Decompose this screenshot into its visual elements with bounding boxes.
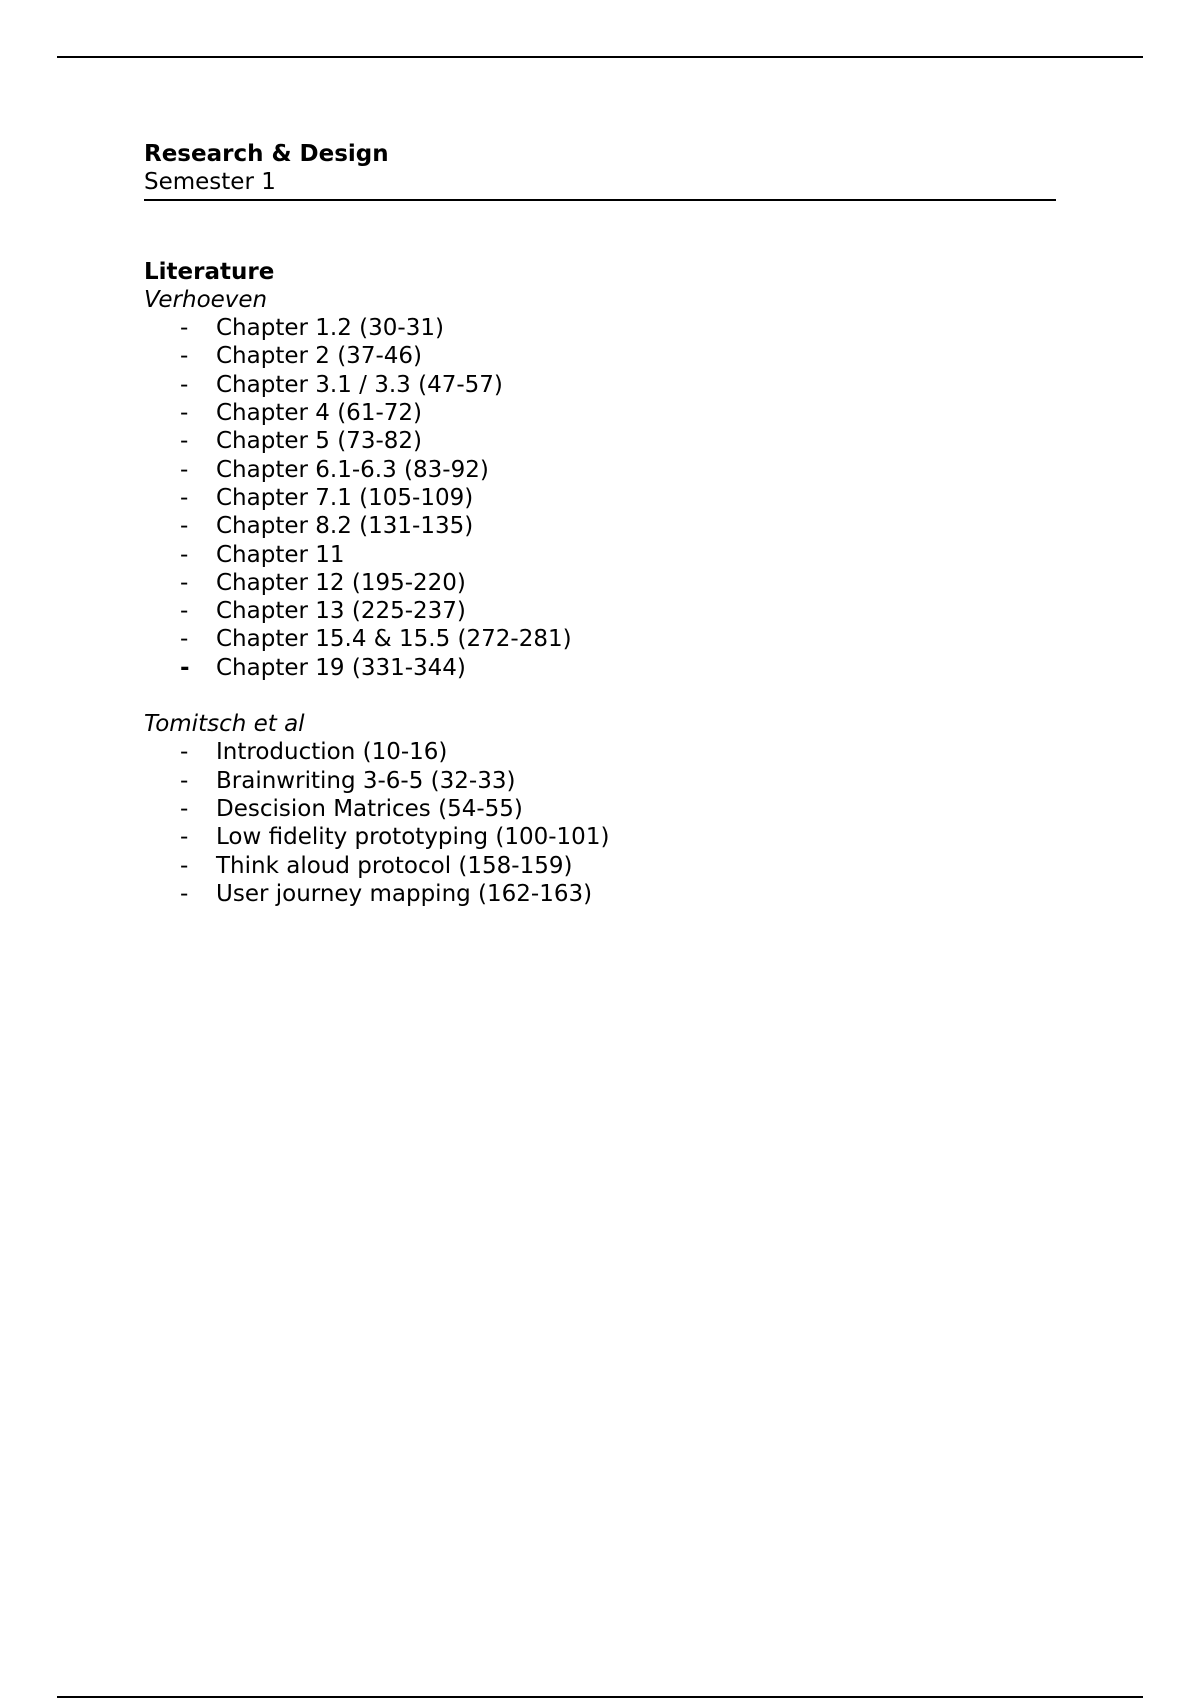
document-body xyxy=(144,140,1056,908)
list-item xyxy=(144,342,1056,370)
list-item-label: Chapter 19 (331-344) xyxy=(216,654,466,681)
list-item-label: Descision Matrices (54-55) xyxy=(216,795,523,822)
list-bullet: - xyxy=(180,343,189,370)
list-item xyxy=(144,541,1056,569)
list-item-label: Chapter 6.1-6.3 (83-92) xyxy=(216,456,489,483)
list-item xyxy=(144,654,1056,682)
list-item-label: Chapter 11 xyxy=(216,541,345,568)
author-tomitsch: Tomitsch et al xyxy=(144,711,305,738)
list-item-label: Chapter 13 (225-237) xyxy=(216,598,466,625)
list-bullet: - xyxy=(180,654,190,681)
list-bullet: - xyxy=(180,569,189,596)
list-item xyxy=(144,314,1056,342)
list-item xyxy=(144,625,1056,653)
list-item-label: User journey mapping (162-163) xyxy=(216,880,593,907)
list-item-label: Chapter 7.1 (105-109) xyxy=(216,484,474,511)
list-bullet: - xyxy=(180,852,189,879)
list-bullet: - xyxy=(180,795,189,822)
verhoeven-reading-list xyxy=(144,314,1056,682)
list-bullet: - xyxy=(180,626,189,653)
list-item-label: Chapter 2 (37-46) xyxy=(216,343,422,370)
list-item-label: Brainwriting 3-6-5 (32-33) xyxy=(216,767,516,794)
list-bullet: - xyxy=(180,371,189,398)
list-item xyxy=(144,399,1056,427)
list-item xyxy=(144,484,1056,512)
list-bullet: - xyxy=(180,456,189,483)
header-divider xyxy=(144,199,1056,201)
list-item xyxy=(144,427,1056,455)
page-top-rule xyxy=(57,56,1143,58)
list-item-label: Low fidelity prototyping (100-101) xyxy=(216,824,610,851)
list-bullet: - xyxy=(180,739,189,766)
list-bullet: - xyxy=(180,541,189,568)
list-item-label: Chapter 1.2 (30-31) xyxy=(216,315,444,342)
list-item-label: Chapter 12 (195-220) xyxy=(216,569,466,596)
course-title: Research & Design xyxy=(144,141,389,167)
list-item xyxy=(144,767,1056,795)
list-item-label: Chapter 4 (61-72) xyxy=(216,400,422,427)
list-bullet: - xyxy=(180,315,189,342)
list-item-label: Think aloud protocol (158-159) xyxy=(216,852,573,879)
list-item xyxy=(144,371,1056,399)
list-bullet: - xyxy=(180,400,189,427)
list-item xyxy=(144,880,1056,908)
list-bullet: - xyxy=(180,767,189,794)
author-verhoeven: Verhoeven xyxy=(144,286,268,313)
list-item-label: Introduction (10-16) xyxy=(216,739,448,766)
list-bullet: - xyxy=(180,484,189,511)
list-item-label: Chapter 5 (73-82) xyxy=(216,428,422,455)
list-item xyxy=(144,597,1056,625)
list-item-label: Chapter 15.4 & 15.5 (272-281) xyxy=(216,626,572,653)
page-bottom-rule xyxy=(57,1696,1143,1698)
list-item xyxy=(144,795,1056,823)
list-item xyxy=(144,456,1056,484)
list-item xyxy=(144,823,1056,851)
list-bullet: - xyxy=(180,428,189,455)
list-item-label: Chapter 3.1 / 3.3 (47-57) xyxy=(216,371,503,398)
list-bullet: - xyxy=(180,598,189,625)
list-bullet: - xyxy=(180,824,189,851)
list-item-label: Chapter 8.2 (131-135) xyxy=(216,513,474,540)
list-item xyxy=(144,852,1056,880)
list-item xyxy=(144,512,1056,540)
list-item xyxy=(144,738,1056,766)
literature-heading: Literature xyxy=(144,258,275,285)
tomitsch-reading-list xyxy=(144,738,1056,908)
course-subtitle: Semester 1 xyxy=(144,169,276,196)
list-bullet: - xyxy=(180,513,189,540)
list-item xyxy=(144,569,1056,597)
list-bullet: - xyxy=(180,880,189,907)
